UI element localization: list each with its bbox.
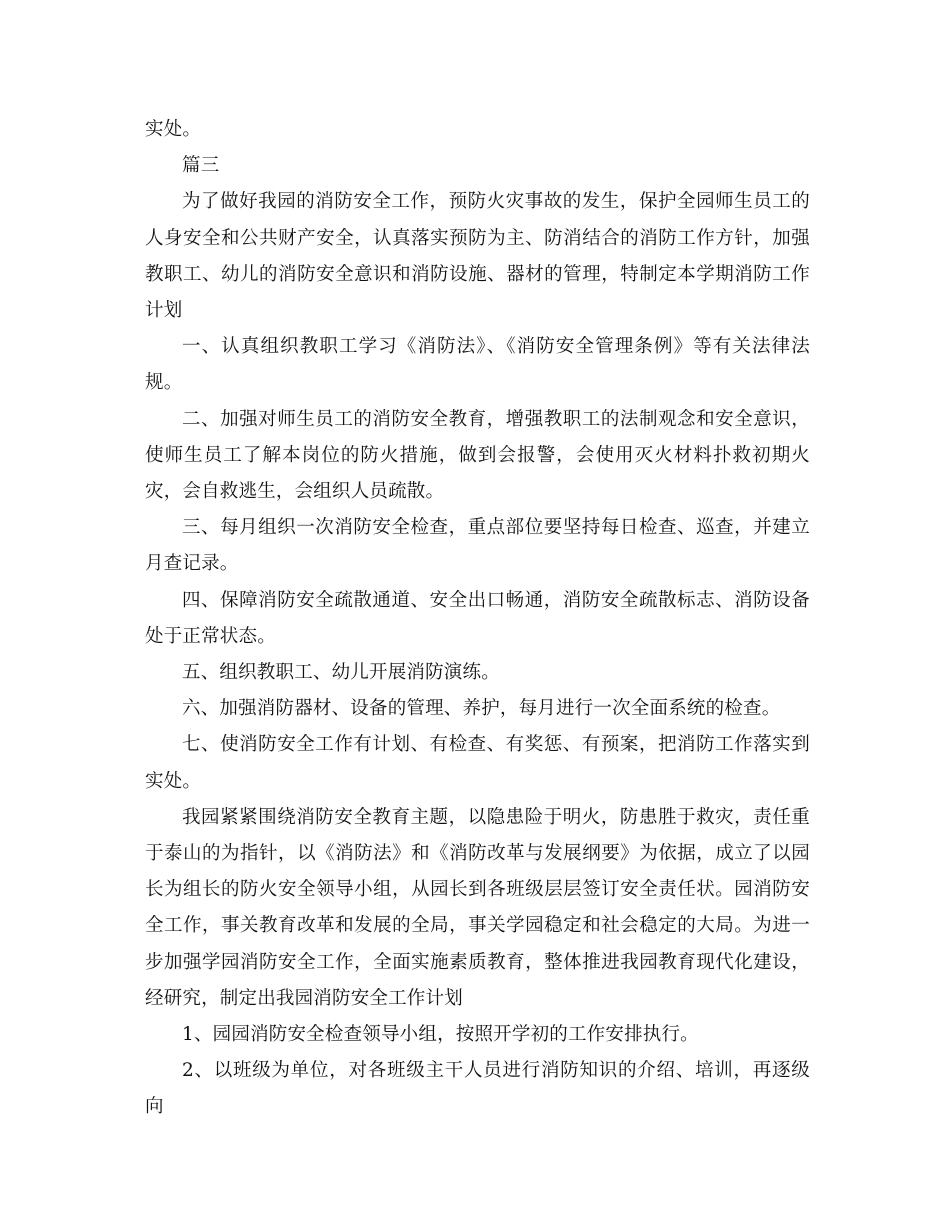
section-heading: 篇三 xyxy=(182,155,220,177)
paragraph-item-2: 二、加强对师生员工的消防安全教育，增强教职工的法制观念和安全意识，使师生员工了解本岗位的防火措施，做到会报警，会使用灭火材料扑救初期火灾，会自救逃生，会组织人员疏散。 xyxy=(145,408,810,503)
paragraph-item-3: 三、每月组织一次消防安全检查，重点部位要坚持每日检查、巡查，并建立月查记录。 xyxy=(145,517,810,575)
paragraph-overview: 我园紧紧围绕消防安全教育主题，以隐患险于明火，防患胜于救灾，责任重于泰山的为指针，以《消防法》和《消防改革与发展纲要》为依据，成立了以园长为组长的防火安全领导小组，从园长到各班级层层签订安全责任状。园消防安全工作，事关教育改革和发展的全局，事关学园稳定和社会稳定的大局。为进一步加强学园消防安全工作，全面实施素质教育，整体推进我园教育现代化建设，经研究，制定出我园消防安全工作计划 xyxy=(145,806,810,1009)
paragraph-numbered-1: 1、园园消防安全检查领导小组，按照开学初的工作安排执行。 xyxy=(182,1024,699,1046)
paragraph-item-7: 七、使消防安全工作有计划、有检查、有奖惩、有预案，把消防工作落实到实处。 xyxy=(145,734,810,792)
paragraph-item-5: 五、组织教职工、幼儿开展消防演练。 xyxy=(182,662,500,684)
paragraph-item-6: 六、加强消防器材、设备的管理、养护，每月进行一次全面系统的检查。 xyxy=(182,698,781,720)
paragraph-intro: 为了做好我园的消防安全工作，预防火灾事故的发生，保护全园师生员工的人身安全和公共财产安全，认真落实预防为主、防消结合的消防工作方针，加强教职工、幼儿的消防安全意识和消防设施、器材的管理，特制定本学期消防工作计划 xyxy=(145,191,810,322)
document-body xyxy=(145,112,810,1126)
paragraph-continuation: 实处。 xyxy=(145,119,202,140)
paragraph-numbered-2: 2、以班级为单位，对各班级主干人员进行消防知识的介绍、培训，再逐级向 xyxy=(145,1060,810,1118)
paragraph-item-1: 一、认真组织教职工学习《消防法》、《消防安全管理条例》等有关法律法规。 xyxy=(145,336,810,394)
paragraph-item-4: 四、保障消防安全疏散通道、安全出口畅通，消防安全疏散标志、消防设备处于正常状态。 xyxy=(145,589,810,647)
